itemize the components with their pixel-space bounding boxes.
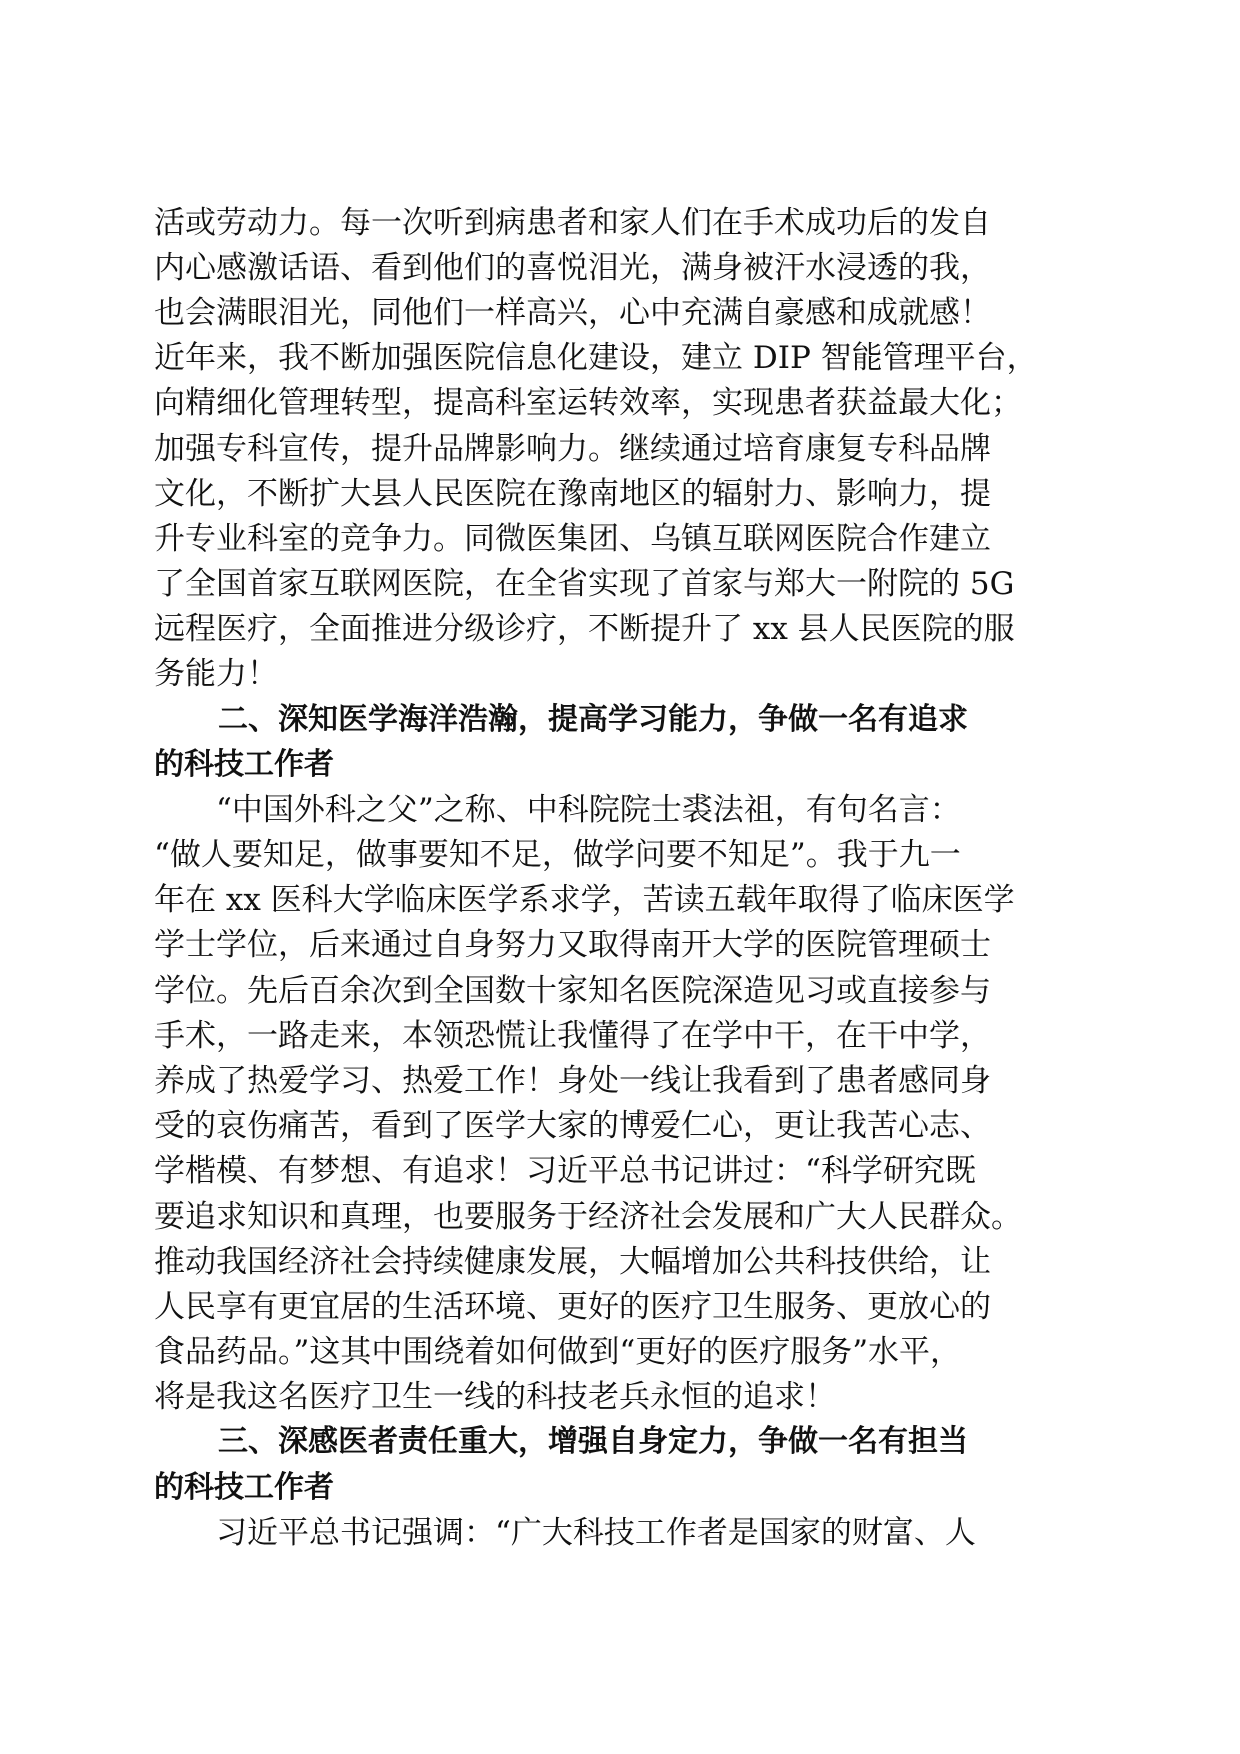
body-line: 将是我这名医疗卫生一线的科技老兵永恒的追求！ — [154, 1379, 836, 1415]
body-line: “中国外科之父”之称、中科院院士裘法祖，有句名言： — [216, 792, 961, 828]
body-line: 升专业科室的竞争力。同微医集团、乌镇互联网医院合作建立 — [154, 521, 991, 557]
body-line: 食品药品。”这其中围绕着如何做到“更好的医疗服务”水平， — [154, 1334, 962, 1370]
body-line: 内心感激话语、看到他们的喜悦泪光，满身被汗水浸透的我， — [154, 250, 991, 286]
body-line: 学楷模、有梦想、有追求！习近平总书记讲过：“科学研究既 — [154, 1153, 976, 1189]
body-line: 学士学位，后来通过自身努力又取得南开大学的医院管理硕士 — [154, 927, 991, 963]
body-line: 学位。先后百余次到全国数十家知名医院深造见习或直接参与 — [154, 973, 991, 1009]
body-line: 养成了热爱学习、热爱工作！身处一线让我看到了患者感同身 — [154, 1063, 991, 1099]
body-line: 远程医疗，全面推进分级诊疗，不断提升了 xx 县人民医院的服 — [154, 611, 1015, 647]
body-line: 务能力！ — [154, 656, 278, 692]
body-line: 向精细化管理转型，提高科室运转效率，实现患者获益最大化； — [154, 385, 1022, 421]
body-line: 手术，一路走来，本领恐慌让我懂得了在学中干，在干中学， — [154, 1018, 991, 1054]
body-line: 也会满眼泪光，同他们一样高兴，心中充满自豪感和成就感！ — [154, 295, 991, 331]
section-heading: 二、深知医学海洋浩瀚，提高学习能力，争做一名有追求 — [218, 702, 968, 737]
body-line: 近年来，我不断加强医院信息化建设，建立 DIP 智能管理平台， — [154, 340, 1038, 376]
body-line: 年在 xx 医科大学临床医学系求学，苦读五载年取得了临床医学 — [154, 882, 1015, 918]
body-line: 受的哀伤痛苦，看到了医学大家的博爱仁心，更让我苦心志、 — [154, 1108, 991, 1144]
body-line: 推动我国经济社会持续健康发展，大幅增加公共科技供给，让 — [154, 1244, 991, 1280]
body-line: “做人要知足，做事要知不足，做学问要不知足”。我于九一 — [154, 837, 961, 873]
body-line: 活或劳动力。每一次听到病患者和家人们在手术成功后的发自 — [154, 205, 991, 241]
section-heading: 三、深感医者责任重大，增强自身定力，争做一名有担当 — [218, 1424, 968, 1459]
body-line: 了全国首家互联网医院，在全省实现了首家与郑大一附院的 5G — [154, 566, 1015, 602]
section-heading: 的科技工作者 — [154, 747, 334, 782]
body-line: 习近平总书记强调：“广大科技工作者是国家的财富、人 — [216, 1515, 976, 1551]
body-line: 人民享有更宜居的生活环境、更好的医疗卫生服务、更放心的 — [154, 1289, 991, 1325]
body-line: 文化，不断扩大县人民医院在豫南地区的辐射力、影响力，提 — [154, 476, 991, 512]
section-heading: 的科技工作者 — [154, 1470, 334, 1505]
body-line: 加强专科宣传，提升品牌影响力。继续通过培育康复专科品牌 — [154, 431, 991, 467]
body-line: 要追求知识和真理，也要服务于经济社会发展和广大人民群众。 — [154, 1199, 1022, 1235]
